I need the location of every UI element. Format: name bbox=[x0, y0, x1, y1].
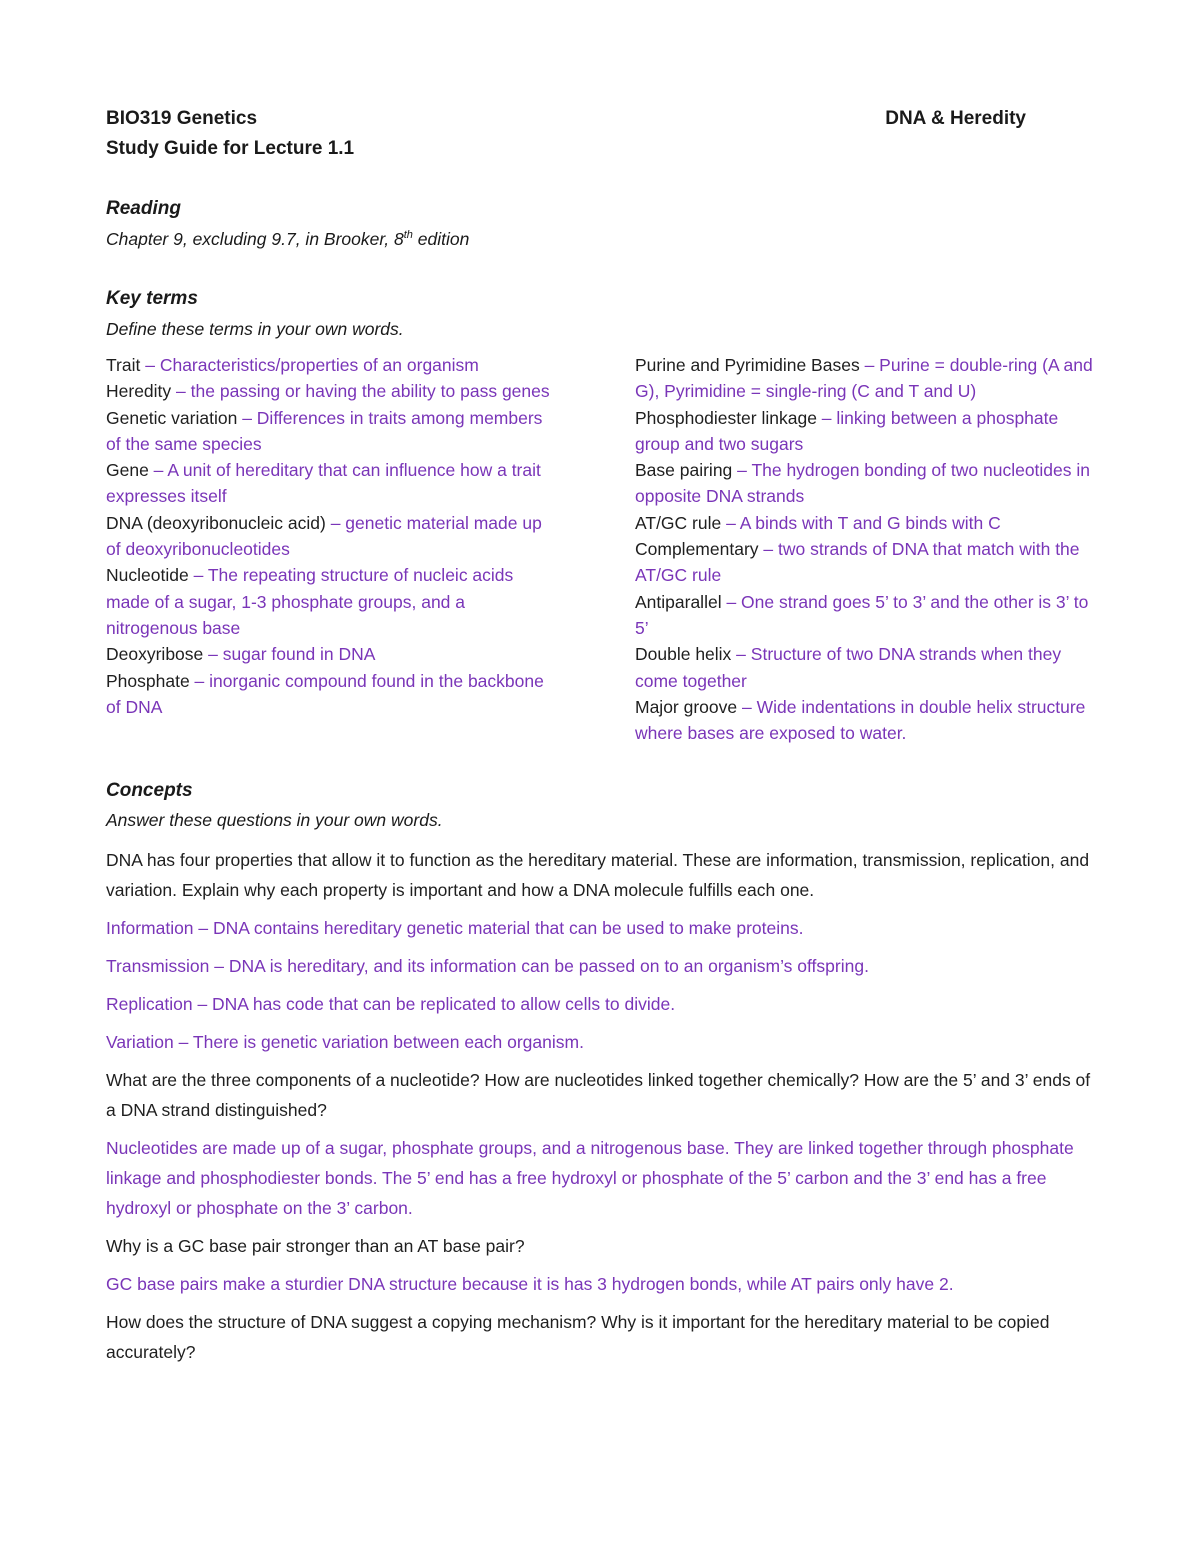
term-definition: The repeating structure of nucleic acids made of a sugar, 1-3 phosphate groups, and a nitrogenous base bbox=[106, 565, 514, 638]
question-4: How does the structure of DNA suggest a copying mechanism? Why is it important for the hereditary material to be copied accurately? bbox=[106, 1312, 1050, 1363]
question-2: What are the three components of a nucleotide? How are nucleotides linked together chemically? How are the 5’ and 3’ ends of a DNA strand distinguished? bbox=[106, 1070, 1091, 1121]
question-1: DNA has four properties that allow it to function as the hereditary material. These are information, transmission, replication, and variation. Explain why each property is important and how a DNA molecule fulfills each one. bbox=[106, 850, 1090, 901]
term-entry-gene: Gene – A unit of hereditary that can influence how a trait expresses itself bbox=[106, 460, 541, 507]
term-definition: A unit of hereditary that can influence how a trait expresses itself bbox=[106, 460, 541, 507]
course-title: BIO319 Genetics bbox=[106, 108, 258, 129]
topic-title: DNA & Heredity bbox=[885, 108, 1026, 129]
term-definition: Structure of two DNA strands when they come together bbox=[635, 644, 1062, 691]
term-entry-deoxyribose: Deoxyribose – sugar found in DNA bbox=[106, 644, 376, 665]
term-name: Purine and Pyrimidine Bases bbox=[635, 355, 860, 375]
term-definition: linking between a phosphate group and two sugars bbox=[635, 407, 1059, 454]
term-entry-trait: Trait – Characteristics/properties of an organism bbox=[106, 355, 479, 375]
term-entry-heredity: Heredity – the passing or having the ability to pass genes bbox=[106, 381, 550, 402]
answer-2: Nucleotides are made up of a sugar, phosphate groups, and a nitrogenous base. They are linked together through phosphate linkage and phosphodiester bonds. The 5’ end has a free hydroxyl or phosphate of the 5’ carbon and the 3’ end has a free hydroxyl or phosphate on the 3’ carbon. bbox=[106, 1138, 1074, 1219]
term-entry-major-groove: Major groove – Wide indentations in double helix structure where bases are exposed to water. bbox=[635, 696, 1086, 744]
term-entry-double-helix: Double helix – Structure of two DNA strands when they come together bbox=[635, 644, 1062, 691]
term-name: Gene bbox=[106, 460, 149, 481]
term-name: Nucleotide bbox=[106, 565, 189, 586]
concepts-heading: Concepts bbox=[106, 780, 193, 802]
term-entry-nucleotide: Nucleotide – The repeating structure of nucleic acids made of a sugar, 1-3 phosphate groups, and a nitrogenous base bbox=[106, 565, 514, 638]
term-definition: sugar found in DNA bbox=[222, 644, 376, 665]
term-definition: genetic material made up of deoxyribonucleotides bbox=[106, 512, 542, 560]
question-3: Why is a GC base pair stronger than an AT base pair? bbox=[106, 1236, 525, 1257]
term-entry-phosphodiester: Phosphodiester linkage – linking between a phosphate group and two sugars bbox=[635, 407, 1059, 454]
term-name: Genetic variation bbox=[106, 407, 238, 428]
term-entry-purine-pyrimidine: Purine and Pyrimidine Bases – Purine = double-ring (A and G), Pyrimidine = single-ring (C and T and U) bbox=[635, 355, 1093, 402]
header-row bbox=[106, 104, 1026, 134]
term-definition: Differences in traits among members of the same species bbox=[106, 407, 543, 454]
term-name: Trait bbox=[106, 355, 141, 375]
reading-text-end: edition bbox=[412, 229, 470, 249]
term-definition: Characteristics/properties of an organism bbox=[159, 355, 479, 375]
key-terms-heading: Key terms bbox=[106, 288, 198, 309]
key-terms-right-column bbox=[635, 352, 1096, 746]
term-name: Complementary bbox=[635, 539, 759, 560]
term-definition: inorganic compound found in the backbone of DNA bbox=[106, 670, 544, 717]
term-name: Heredity bbox=[106, 381, 172, 402]
term-definition: Purine = double-ring (A and G), Pyrimidine = single-ring (C and T and U) bbox=[635, 355, 1093, 402]
term-name: DNA (deoxyribonucleic acid) bbox=[106, 512, 326, 533]
answer-transmission: Transmission – DNA is hereditary, and its information can be passed on to an organism’s offspring. bbox=[106, 956, 869, 977]
reading-text-main: Chapter 9, excluding 9.7, in Brooker, 8 bbox=[106, 229, 404, 249]
reading-superscript: th bbox=[403, 229, 413, 242]
term-entry-complementary: Complementary – two strands of DNA that match with the AT/GC rule bbox=[635, 539, 1080, 586]
term-name: AT/GC rule bbox=[635, 512, 722, 533]
reading-text bbox=[106, 226, 1096, 252]
concepts-instruction: Answer these questions in your own words. bbox=[106, 810, 443, 831]
term-entry-genetic-variation: Genetic variation – Differences in traits among members of the same species bbox=[106, 407, 543, 454]
guide-title: Study Guide for Lecture 1.1 bbox=[106, 138, 355, 159]
term-definition: The hydrogen bonding of two nucleotides in opposite DNA strands bbox=[635, 460, 1091, 507]
term-name: Phosphate bbox=[106, 670, 190, 691]
term-name: Phosphodiester linkage bbox=[635, 407, 817, 428]
term-name: Double helix bbox=[635, 644, 732, 665]
term-name: Antiparallel bbox=[635, 591, 722, 612]
answer-variation: Variation – There is genetic variation between each organism. bbox=[106, 1032, 584, 1053]
key-terms-instruction: Define these terms in your own words. bbox=[106, 319, 404, 339]
reading-heading: Reading bbox=[106, 198, 181, 219]
term-definition: Wide indentations in double helix structure where bases are exposed to water. bbox=[635, 696, 1086, 744]
term-entry-dna: DNA (deoxyribonucleic acid) – genetic material made up of deoxyribonucleotides bbox=[106, 512, 542, 560]
answer-3: GC base pairs make a sturdier DNA structure because it is has 3 hydrogen bonds, while AT pairs only have 2. bbox=[106, 1274, 954, 1295]
answer-information: Information – DNA contains hereditary genetic material that can be used to make proteins. bbox=[106, 918, 804, 939]
term-entry-antiparallel: Antiparallel – One strand goes 5’ to 3’ and the other is 3’ to 5’ bbox=[635, 591, 1089, 638]
term-entry-base-pairing: Base pairing – The hydrogen bonding of two nucleotides in opposite DNA strands bbox=[635, 460, 1091, 507]
key-terms-columns bbox=[106, 352, 1096, 746]
term-definition: A binds with T and G binds with C bbox=[739, 512, 1001, 533]
answer-replication: Replication – DNA has code that can be replicated to allow cells to divide. bbox=[106, 994, 676, 1015]
term-name: Major groove bbox=[635, 696, 738, 717]
term-entry-atgc-rule: AT/GC rule – A binds with T and G binds with C bbox=[635, 512, 1001, 533]
term-definition: the passing or having the ability to pass genes bbox=[190, 381, 550, 402]
study-guide-page bbox=[106, 104, 1096, 1367]
term-entry-phosphate: Phosphate – inorganic compound found in the backbone of DNA bbox=[106, 670, 544, 717]
term-name: Base pairing bbox=[635, 460, 733, 481]
term-definition: One strand goes 5’ to 3’ and the other is 3’ to 5’ bbox=[635, 591, 1089, 638]
term-name: Deoxyribose bbox=[106, 644, 204, 665]
term-definition: two strands of DNA that match with the AT/GC rule bbox=[635, 539, 1080, 586]
key-terms-left-column bbox=[106, 352, 556, 746]
